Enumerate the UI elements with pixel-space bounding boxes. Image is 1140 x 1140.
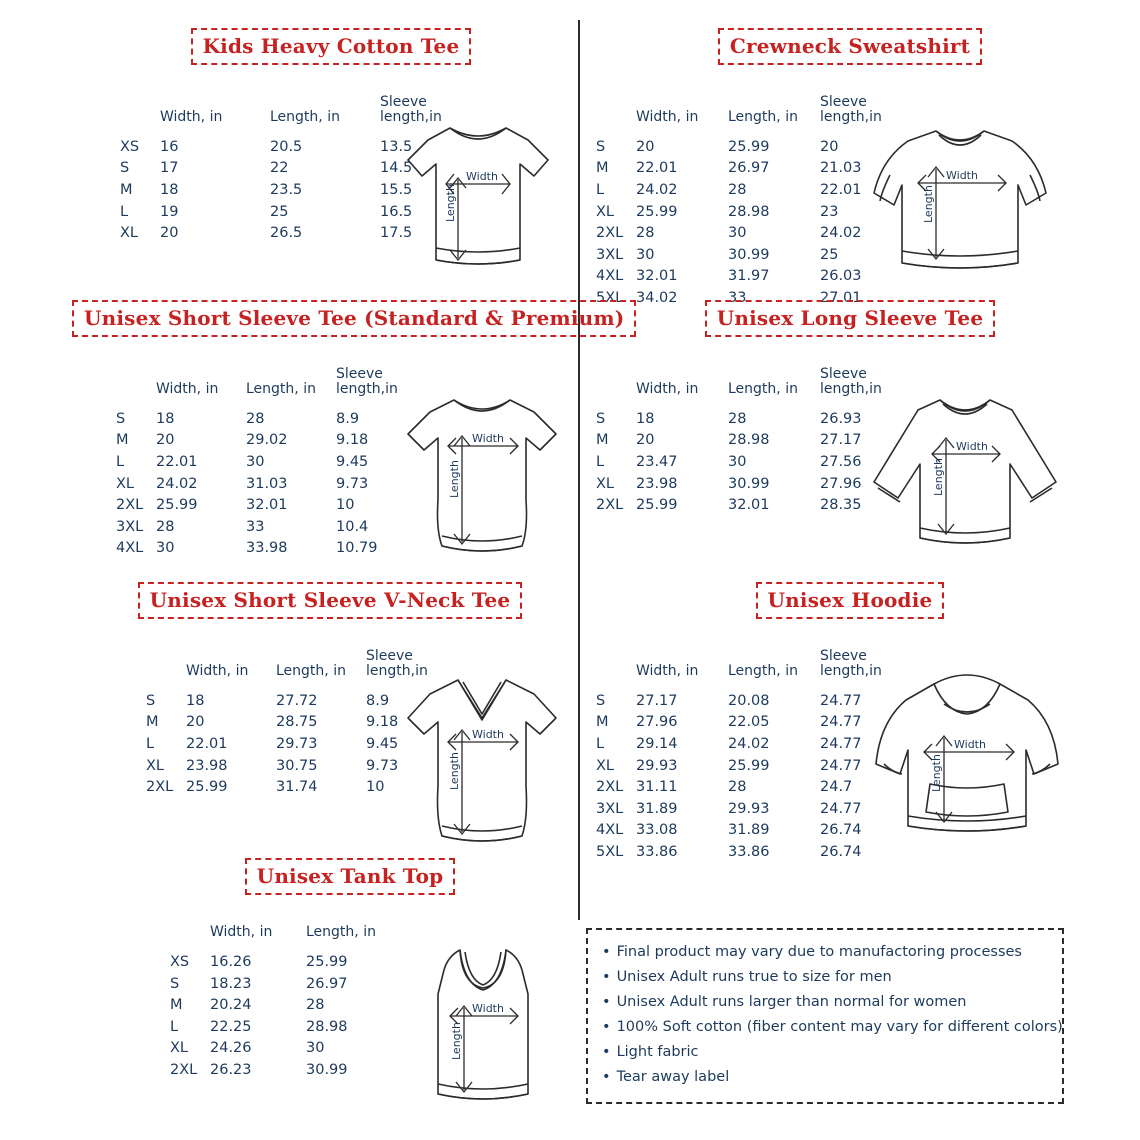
cell-size: S [596, 138, 606, 155]
cell-length: 31.89 [728, 822, 770, 839]
col-width: Width, in [636, 662, 699, 679]
cell-length: 28 [728, 181, 747, 198]
cell-size: M [596, 160, 609, 177]
cell-size: S [596, 410, 606, 427]
cell-width: 20 [156, 432, 175, 449]
table-row [170, 952, 402, 974]
cell-sleeve: 10.4 [336, 518, 369, 535]
note-item: • Unisex Adult runs true to size for men [602, 965, 1048, 990]
col-length: Length, in [728, 662, 798, 679]
cell-length: 24.02 [728, 735, 770, 752]
cell-sleeve: 9.73 [366, 757, 399, 774]
col-size [120, 95, 160, 136]
cell-sleeve: 13.5 [380, 138, 413, 155]
cell-width: 27.96 [636, 714, 678, 731]
table-row [170, 995, 402, 1017]
cell-size: XL [116, 475, 135, 492]
cell-width: 31.11 [636, 779, 678, 796]
cell-width: 26.23 [210, 1061, 252, 1078]
figure-label-width: Width [946, 169, 978, 182]
col-width: Width, in [160, 108, 223, 125]
cell-sleeve: 27.56 [820, 453, 862, 470]
note-item: • 100% Soft cotton (fiber content may vary for different colors) [602, 1015, 1048, 1040]
cell-sleeve: 20 [820, 138, 839, 155]
cell-width: 25.99 [636, 497, 678, 514]
cell-sleeve: 24.02 [820, 225, 862, 242]
cell-sleeve: 26.74 [820, 822, 862, 839]
cell-sleeve: 8.9 [336, 410, 360, 427]
col-length: Length, in [728, 108, 798, 125]
cell-size: XS [170, 954, 190, 971]
cell-size: S [596, 692, 606, 709]
cell-size: XL [146, 757, 165, 774]
cell-length: 25.99 [306, 954, 348, 971]
cell-length: 26.97 [728, 160, 770, 177]
cell-width: 23.47 [636, 453, 678, 470]
cell-width: 28 [156, 518, 175, 535]
cell-size: 2XL [596, 225, 624, 242]
cell-length: 30.99 [728, 475, 770, 492]
cell-sleeve: 14.5 [380, 160, 413, 177]
cell-sleeve: 23 [820, 203, 839, 220]
cell-length: 25 [270, 203, 289, 220]
note-item: • Tear away label [602, 1065, 1048, 1090]
cell-width: 22.25 [210, 1018, 252, 1035]
cell-length: 31.03 [246, 475, 288, 492]
col-sleeve: Sleeve length,in [380, 94, 442, 125]
panel-title-kids-tee: Kids Heavy Cotton Tee [191, 28, 472, 65]
cell-length: 29.73 [276, 735, 318, 752]
cell-width: 18 [156, 410, 175, 427]
cell-width: 20 [186, 714, 205, 731]
cell-size: 3XL [596, 800, 624, 817]
figure-label-width: Width [472, 432, 504, 445]
figure-label-width: Width [472, 728, 504, 741]
figure-label-width: Width [954, 738, 986, 751]
figure-crewneck [860, 105, 1060, 295]
cell-length: 28 [728, 410, 747, 427]
cell-size: 2XL [596, 779, 624, 796]
cell-size: 5XL [596, 289, 624, 306]
cell-width: 18 [636, 410, 655, 427]
cell-width: 23.98 [186, 757, 228, 774]
cell-length: 33.86 [728, 843, 770, 860]
figure-label-length: Length [932, 458, 945, 496]
cell-length: 28 [728, 779, 747, 796]
cell-width: 23.98 [636, 475, 678, 492]
cell-size: L [120, 203, 129, 220]
note-item: • Light fabric [602, 1040, 1048, 1065]
cell-size: 2XL [146, 779, 174, 796]
cell-length: 25.99 [728, 757, 770, 774]
cell-width: 16 [160, 138, 179, 155]
cell-sleeve: 27.96 [820, 475, 862, 492]
cell-sleeve: 15.5 [380, 181, 413, 198]
cell-width: 29.93 [636, 757, 678, 774]
cell-sleeve: 9.45 [336, 453, 369, 470]
cell-length: 32.01 [728, 497, 770, 514]
cell-size: 3XL [596, 246, 624, 263]
table-row [116, 473, 426, 495]
figure-label-length: Length [930, 754, 943, 792]
panel-title-vneck-tee: Unisex Short Sleeve V-Neck Tee [138, 582, 523, 619]
cell-length: 28.98 [728, 203, 770, 220]
cell-length: 30 [728, 453, 747, 470]
cell-length: 28 [306, 997, 325, 1014]
col-length: Length, in [306, 924, 376, 940]
cell-width: 32.01 [636, 268, 678, 285]
cell-sleeve: 24.77 [820, 735, 862, 752]
cell-size: XL [120, 225, 139, 242]
figure-hoodie [862, 660, 1072, 860]
cell-width: 24.02 [636, 181, 678, 198]
cell-size: L [146, 735, 155, 752]
cell-size: S [146, 692, 156, 709]
cell-length: 26.97 [306, 975, 348, 992]
cell-width: 20 [636, 432, 655, 449]
col-size [596, 95, 636, 136]
cell-sleeve: 21.03 [820, 160, 862, 177]
table-row [116, 451, 426, 473]
cell-length: 22 [270, 160, 289, 177]
notes-box [586, 928, 1064, 1104]
cell-width: 18 [186, 692, 205, 709]
cell-length: 28.98 [728, 432, 770, 449]
cell-length: 30 [306, 1040, 325, 1057]
cell-size: 2XL [596, 497, 624, 514]
cell-size: 3XL [116, 518, 144, 535]
col-length: Length, in [270, 108, 340, 125]
cell-sleeve: 22.01 [820, 181, 862, 198]
cell-size: L [170, 1018, 179, 1035]
col-width: Width, in [210, 924, 273, 940]
cell-width: 18 [160, 181, 179, 198]
cell-sleeve: 25 [820, 246, 839, 263]
col-sleeve: Sleeve length,in [820, 648, 882, 679]
cell-size: M [596, 432, 609, 449]
cell-sleeve: 26.74 [820, 843, 862, 860]
figure-label-length: Length [448, 460, 461, 498]
col-width: Width, in [636, 380, 699, 397]
figure-kids-tee [388, 110, 568, 290]
cell-width: 20 [160, 225, 179, 242]
cell-size: M [596, 714, 609, 731]
panel-title-crewneck: Crewneck Sweatshirt [718, 28, 982, 65]
panel-title-hoodie: Unisex Hoodie [756, 582, 945, 619]
col-size [596, 367, 636, 408]
cell-sleeve: 24.77 [820, 757, 862, 774]
cell-sleeve: 8.9 [366, 692, 390, 709]
cell-size: S [170, 975, 180, 992]
cell-length: 26.5 [270, 225, 303, 242]
cell-size: XL [170, 1040, 189, 1057]
col-size [170, 925, 210, 952]
cell-sleeve: 17.5 [380, 225, 413, 242]
cell-length: 27.72 [276, 692, 318, 709]
cell-length: 28 [246, 410, 265, 427]
cell-size: S [116, 410, 126, 427]
cell-length: 31.97 [728, 268, 770, 285]
cell-size: XL [596, 757, 615, 774]
figure-long-sleeve-tee [860, 378, 1070, 568]
figure-label-length: Length [444, 184, 457, 222]
cell-size: 4XL [116, 540, 144, 557]
cell-width: 24.26 [210, 1040, 252, 1057]
cell-length: 30 [728, 225, 747, 242]
cell-size: L [596, 735, 605, 752]
cell-sleeve: 24.7 [820, 779, 853, 796]
figure-label-length: Length [922, 185, 935, 223]
cell-width: 24.02 [156, 475, 198, 492]
cell-sleeve: 24.77 [820, 692, 862, 709]
table-tank-top [170, 925, 402, 1081]
panel-title-long-sleeve-tee: Unisex Long Sleeve Tee [705, 300, 996, 337]
col-width: Width, in [156, 380, 219, 397]
cell-width: 33.86 [636, 843, 678, 860]
cell-length: 30.75 [276, 757, 318, 774]
note-item: • Unisex Adult runs larger than normal for women [602, 990, 1048, 1015]
cell-size: M [120, 181, 133, 198]
table-row [170, 1059, 402, 1081]
cell-width: 29.14 [636, 735, 678, 752]
cell-length: 29.02 [246, 432, 288, 449]
table-row [170, 1016, 402, 1038]
cell-sleeve: 9.45 [366, 735, 399, 752]
cell-length: 28.75 [276, 714, 318, 731]
cell-size: L [116, 453, 125, 470]
col-length: Length, in [246, 380, 316, 397]
cell-width: 33.08 [636, 822, 678, 839]
table-short-sleeve-tee [116, 367, 426, 559]
cell-sleeve: 24.77 [820, 714, 862, 731]
cell-length: 30.99 [306, 1061, 348, 1078]
cell-size: M [116, 432, 129, 449]
cell-sleeve: 9.18 [366, 714, 399, 731]
cell-length: 28.98 [306, 1018, 348, 1035]
cell-size: L [596, 453, 605, 470]
figure-label-length: Length [448, 752, 461, 790]
cell-width: 30 [636, 246, 655, 263]
table-header-row [116, 367, 426, 408]
cell-width: 22.01 [636, 160, 678, 177]
cell-sleeve: 9.18 [336, 432, 369, 449]
cell-width: 16.26 [210, 954, 252, 971]
table-row [170, 1038, 402, 1060]
col-size [596, 649, 636, 690]
note-item: • Final product may vary due to manufactoring processes [602, 940, 1048, 965]
cell-length: 33 [246, 518, 265, 535]
cell-width: 28 [636, 225, 655, 242]
cell-size: 5XL [596, 843, 624, 860]
cell-width: 25.99 [186, 779, 228, 796]
col-length: Length, in [728, 380, 798, 397]
table-row [116, 516, 426, 538]
cell-length: 33.98 [246, 540, 288, 557]
figure-tank-top [408, 936, 558, 1126]
cell-sleeve: 27.17 [820, 432, 862, 449]
cell-sleeve: 28.35 [820, 497, 862, 514]
cell-sleeve: 10 [336, 497, 355, 514]
cell-width: 31.89 [636, 800, 678, 817]
table-header-row [170, 925, 402, 952]
cell-size: 4XL [596, 822, 624, 839]
cell-size: XL [596, 475, 615, 492]
cell-width: 27.17 [636, 692, 678, 709]
figure-label-width: Width [472, 1002, 504, 1015]
table-row [170, 973, 402, 995]
col-size [116, 367, 156, 408]
cell-width: 22.01 [156, 453, 198, 470]
cell-size: M [170, 997, 183, 1014]
cell-sleeve: 16.5 [380, 203, 413, 220]
col-sleeve: Sleeve length,in [820, 94, 882, 125]
cell-size: L [596, 181, 605, 198]
cell-length: 29.93 [728, 800, 770, 817]
col-width: Width, in [186, 662, 249, 679]
table-row [116, 538, 426, 560]
col-sleeve: Sleeve length,in [366, 648, 428, 679]
cell-length: 23.5 [270, 181, 303, 198]
figure-label-width: Width [466, 170, 498, 183]
cell-size: 2XL [116, 497, 144, 514]
figure-vneck-tee [392, 662, 572, 862]
cell-width: 22.01 [186, 735, 228, 752]
cell-size: XS [120, 138, 140, 155]
col-sleeve: Sleeve length,in [336, 366, 398, 397]
figure-label-length: Length [450, 1022, 463, 1060]
col-size [146, 649, 186, 690]
cell-width: 18.23 [210, 975, 252, 992]
cell-sleeve: 9.73 [336, 475, 369, 492]
cell-width: 20 [636, 138, 655, 155]
cell-size: XL [596, 203, 615, 220]
cell-sleeve: 27.01 [820, 289, 862, 306]
col-sleeve: Sleeve length,in [820, 366, 882, 397]
cell-sleeve: 26.93 [820, 410, 862, 427]
cell-length: 25.99 [728, 138, 770, 155]
table-row [116, 408, 426, 430]
cell-width: 20.24 [210, 997, 252, 1014]
cell-length: 22.05 [728, 714, 770, 731]
cell-size: 2XL [170, 1061, 198, 1078]
cell-length: 30 [246, 453, 265, 470]
cell-width: 25.99 [636, 203, 678, 220]
cell-size: M [146, 714, 159, 731]
cell-width: 17 [160, 160, 179, 177]
panel-title-short-sleeve-tee: Unisex Short Sleeve Tee (Standard & Premium) [72, 300, 636, 337]
cell-width: 34.02 [636, 289, 678, 306]
panel-title-tank-top: Unisex Tank Top [245, 858, 456, 895]
cell-sleeve: 10.79 [336, 540, 378, 557]
cell-size: S [120, 160, 130, 177]
cell-sleeve: 26.03 [820, 268, 862, 285]
cell-sleeve: 24.77 [820, 800, 862, 817]
figure-label-width: Width [956, 440, 988, 453]
col-width: Width, in [636, 108, 699, 125]
cell-sleeve: 10 [366, 779, 385, 796]
cell-length: 31.74 [276, 779, 318, 796]
cell-size: 4XL [596, 268, 624, 285]
cell-length: 32.01 [246, 497, 288, 514]
cell-length: 20.08 [728, 692, 770, 709]
table-row [116, 430, 426, 452]
cell-width: 19 [160, 203, 179, 220]
figure-short-sleeve-tee [392, 380, 572, 570]
cell-length: 20.5 [270, 138, 303, 155]
cell-length: 30.99 [728, 246, 770, 263]
col-length: Length, in [276, 662, 346, 679]
cell-width: 30 [156, 540, 175, 557]
cell-length: 33 [728, 289, 747, 306]
cell-width: 25.99 [156, 497, 198, 514]
table-row [116, 495, 426, 517]
